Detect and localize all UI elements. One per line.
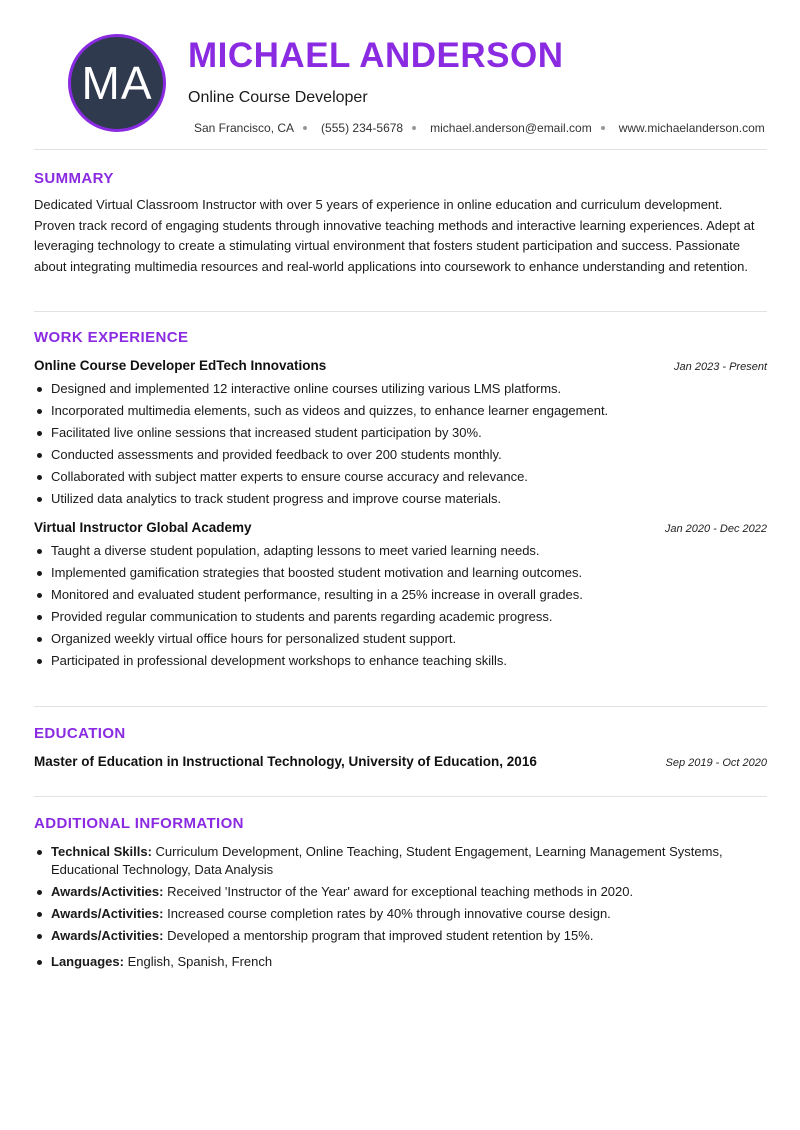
contact-phone: (555) 234-5678 xyxy=(321,121,404,135)
list-item xyxy=(34,905,767,923)
list-item: Monitored and evaluated student performance, resulting in a 25% increase in overall grades. xyxy=(34,584,767,606)
list-item: Collaborated with subject matter experts to ensure course accuracy and relevance. xyxy=(34,466,767,488)
info-text: Received 'Instructor of the Year' award for exceptional teaching methods in 2020. xyxy=(163,884,634,899)
list-item xyxy=(34,953,767,971)
separator-dot-icon xyxy=(412,126,416,130)
job-header xyxy=(34,358,767,373)
info-label: Technical Skills: xyxy=(51,844,152,859)
job-header xyxy=(34,520,767,535)
summary-text: Dedicated Virtual Classroom Instructor with over 5 years of experience in online education and curriculum development. Proven track record of engaging students through innovative teaching methods and interactive learning experiences. Adept at leveraging technology to create a stimulating virtual environment that fosters student participation and success. Passionate about integrating multimedia resources and real-world applications into coursework to enhance understanding and retention. xyxy=(34,197,755,274)
info-label: Awards/Activities: xyxy=(51,928,164,943)
list-item: Participated in professional development workshops to enhance teaching skills. xyxy=(34,650,767,672)
job-bullets xyxy=(34,540,767,672)
additional-heading: ADDITIONAL INFORMATION xyxy=(34,815,244,832)
education-entry xyxy=(34,754,767,769)
candidate-name: MICHAEL ANDERSON xyxy=(188,36,564,75)
contact-location: San Francisco, CA xyxy=(194,121,295,135)
summary-heading: SUMMARY xyxy=(34,170,114,187)
header-divider xyxy=(34,149,767,150)
list-item xyxy=(34,883,767,901)
education-section xyxy=(34,725,767,769)
list-item: Facilitated live online sessions that increased student participation by 30%. xyxy=(34,422,767,444)
list-item: Implemented gamification strategies that boosted student motivation and learning outcomes. xyxy=(34,562,767,584)
experience-heading: WORK EXPERIENCE xyxy=(34,329,189,346)
job-entry xyxy=(34,358,767,510)
job-bullets xyxy=(34,378,767,510)
list-item: Provided regular communication to students and parents regarding academic progress. xyxy=(34,606,767,628)
info-label: Awards/Activities: xyxy=(51,906,164,921)
info-label: Awards/Activities: xyxy=(51,884,164,899)
list-item xyxy=(34,927,767,945)
info-text: Curriculum Development, Online Teaching, Student Engagement, Learning Management Systems, Educational Technology, Data Analysis xyxy=(51,844,723,877)
info-text: English, Spanish, French xyxy=(123,954,273,969)
job-role: Online Course Developer EdTech Innovations xyxy=(34,358,327,373)
education-dates: Sep 2019 - Oct 2020 xyxy=(665,757,767,769)
contact-website: www.michaelanderson.com xyxy=(618,121,765,135)
info-text: Developed a mentorship program that improved student retention by 15%. xyxy=(163,928,594,943)
info-label: Languages: xyxy=(51,954,124,969)
contact-info xyxy=(194,121,765,135)
separator-dot-icon xyxy=(303,126,307,130)
list-item: Conducted assessments and provided feedback to over 200 students monthly. xyxy=(34,444,767,466)
avatar-initials: MA xyxy=(81,57,153,109)
list-item: Organized weekly virtual office hours for personalized student support. xyxy=(34,628,767,650)
list-item: Taught a diverse student population, adapting lessons to meet varied learning needs. xyxy=(34,540,767,562)
job-role: Virtual Instructor Global Academy xyxy=(34,520,252,535)
job-entry xyxy=(34,520,767,672)
section-divider xyxy=(34,311,767,312)
resume-header xyxy=(34,0,767,150)
list-item: Utilized data analytics to track student progress and improve course materials. xyxy=(34,488,767,510)
additional-list xyxy=(34,843,767,971)
experience-section xyxy=(34,329,767,672)
info-text: Increased course completion rates by 40% through innovative course design. xyxy=(163,906,611,921)
list-item xyxy=(34,843,767,879)
avatar xyxy=(68,34,166,132)
summary-section xyxy=(34,170,767,277)
additional-section xyxy=(34,815,767,975)
contact-email: michael.anderson@email.com xyxy=(430,121,592,135)
education-degree: Master of Education in Instructional Technology, University of Education, 2016 xyxy=(34,754,537,769)
separator-dot-icon xyxy=(601,126,605,130)
candidate-title: Online Course Developer xyxy=(188,89,368,106)
education-heading: EDUCATION xyxy=(34,725,126,742)
job-dates: Jan 2020 - Dec 2022 xyxy=(664,523,767,535)
list-item: Designed and implemented 12 interactive online courses utilizing various LMS platforms. xyxy=(34,378,767,400)
section-divider xyxy=(34,706,767,707)
section-divider xyxy=(34,796,767,797)
job-dates: Jan 2023 - Present xyxy=(674,361,767,373)
list-item: Incorporated multimedia elements, such as videos and quizzes, to enhance learner engagement. xyxy=(34,400,767,422)
